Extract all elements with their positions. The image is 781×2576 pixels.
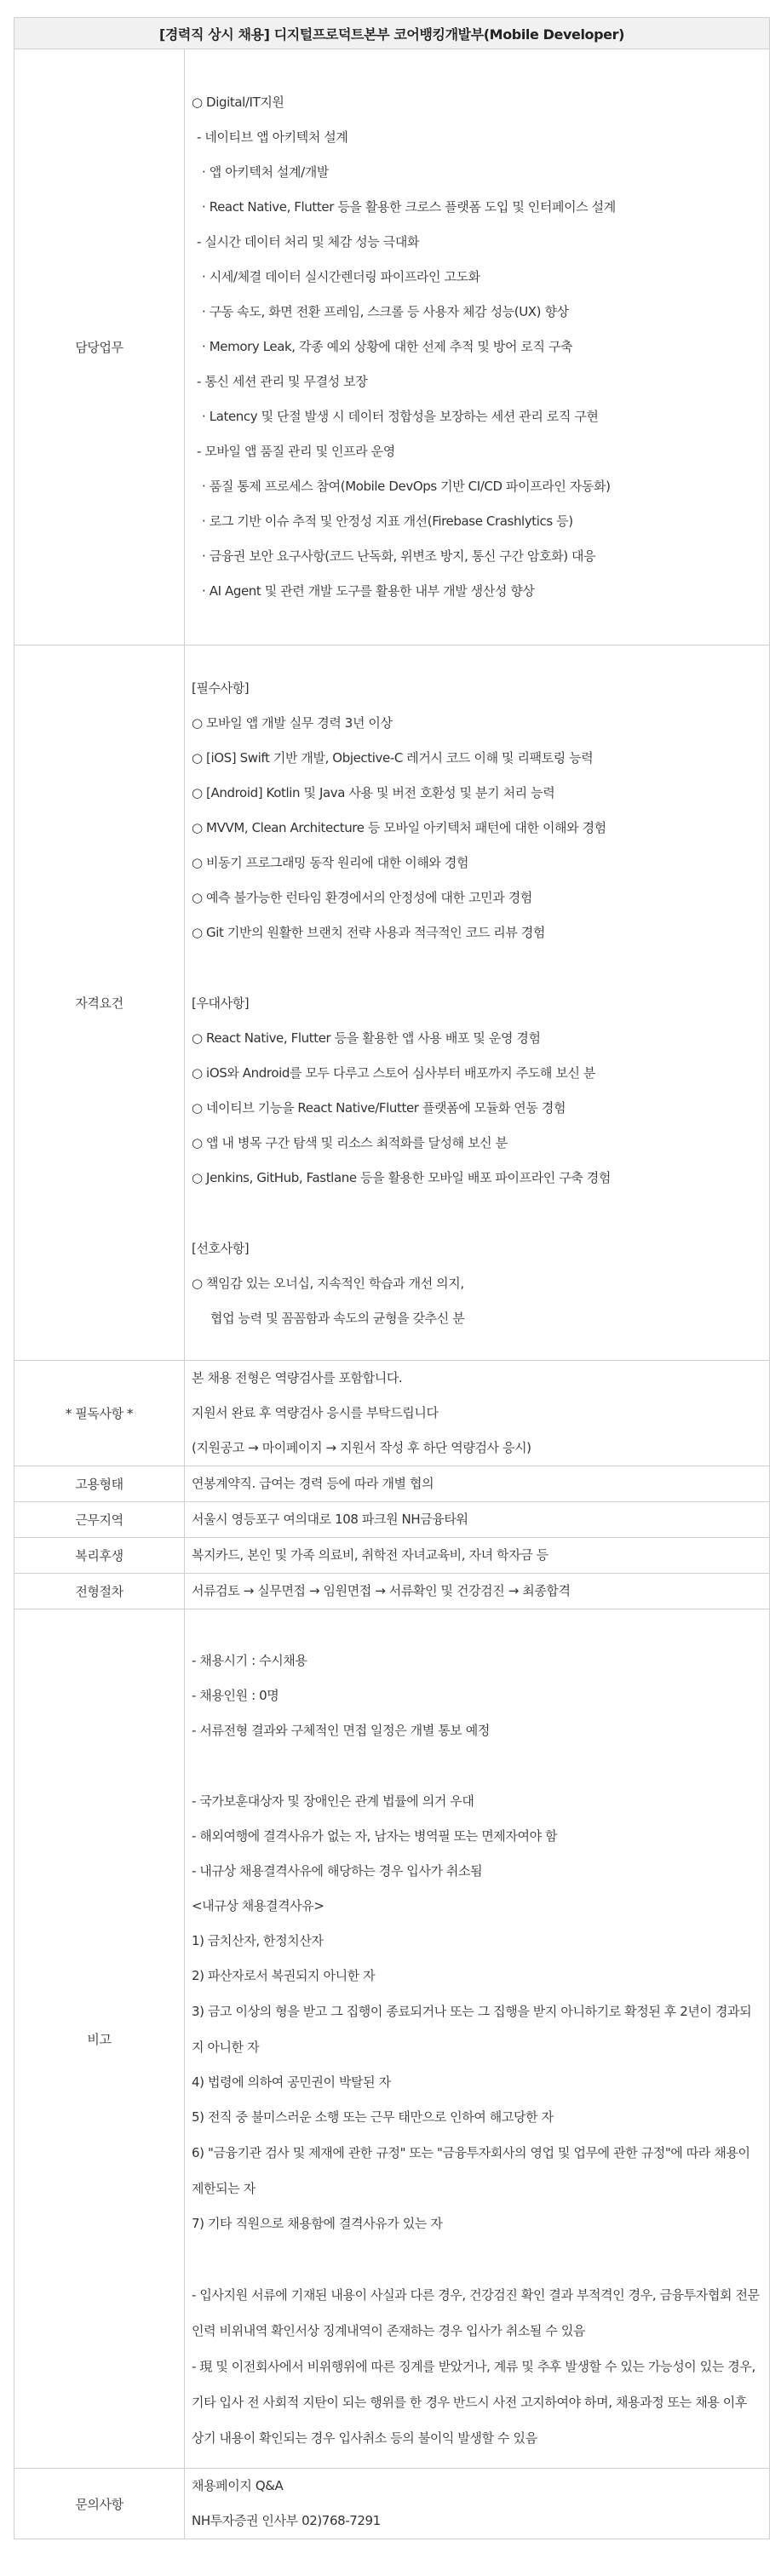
remarks-row — [14, 1609, 770, 2469]
notice-content — [185, 1361, 770, 1466]
duty-line: - 네이티브 앱 아키텍처 설계 — [197, 129, 348, 145]
process-label: 전형절차 — [14, 1574, 185, 1609]
remark-line: 2) 파산자로서 복권되지 아니한 자 — [192, 1968, 376, 1983]
duty-line: · 구동 속도, 화면 전환 프레임, 스크롤 등 사용자 체감 성능(UX) 향상 — [202, 304, 569, 319]
preferred-personality-item: 협업 능력 및 꼼꼼함과 속도의 균형을 갖추신 분 — [210, 1311, 465, 1326]
qualifications-row — [14, 645, 770, 1361]
remark-line: 7) 기타 직원으로 채용함에 결격사유가 있는 자 — [192, 2216, 443, 2231]
duty-line: · 로그 기반 이슈 추적 및 안정성 지표 개선(Firebase Crashlytics 등) — [202, 513, 573, 529]
remark-line: - 채용인원 : 0명 — [192, 1688, 279, 1703]
preferred-item: ○ 앱 내 병목 구간 탐색 및 리소스 최적화를 달성해 보신 분 — [192, 1135, 508, 1150]
preferred-item: ○ React Native, Flutter 등을 활용한 앱 사용 배포 및 운영 경험 — [192, 1030, 541, 1046]
notice-line: 지원서 완료 후 역량검사 응시를 부탁드립니다 — [192, 1405, 439, 1420]
duty-line: · 앱 아키텍처 설계/개발 — [202, 164, 329, 180]
qualifications-content — [185, 645, 770, 1361]
remarks-content — [185, 1609, 770, 2469]
benefits-label: 복리후생 — [14, 1538, 185, 1574]
preferred-item: ○ Jenkins, GitHub, Fastlane 등을 활용한 모바일 배포 파이프라인 구축 경험 — [192, 1170, 611, 1185]
duty-line: · 품질 통제 프로세스 참여(Mobile DevOps 기반 CI/CD 파이프라인 자동화) — [202, 479, 611, 494]
contact-label: 문의사항 — [14, 2469, 185, 2539]
remark-line: <내규상 채용결격사유> — [192, 1898, 324, 1913]
qualifications-label: 자격요건 — [14, 645, 185, 1361]
contact-line: 채용페이지 Q&A — [192, 2478, 284, 2493]
required-header: [필수사항] — [192, 680, 250, 696]
duty-line: · Latency 및 단절 발생 시 데이터 정합성을 보장하는 세션 관리 로직 구현 — [202, 409, 599, 424]
duty-line: · 시세/체결 데이터 실시간렌더링 파이프라인 고도화 — [202, 269, 480, 284]
required-item: ○ Git 기반의 원활한 브랜치 전략 사용과 적극적인 코드 리뷰 경험 — [192, 925, 546, 940]
required-item: ○ [iOS] Swift 기반 개발, Objective-C 레거시 코드 이해 및 리팩토링 능력 — [192, 750, 594, 766]
location-value: 서울시 영등포구 여의대로 108 파크원 NH금융타워 — [192, 1512, 468, 1527]
required-item: ○ 모바일 앱 개발 실무 경력 3년 이상 — [192, 715, 393, 731]
duties-row — [14, 49, 770, 645]
required-item: ○ [Android] Kotlin 및 Java 사용 및 버전 호환성 및 분기 처리 능력 — [192, 785, 555, 800]
location-row — [14, 1502, 770, 1538]
remark-line: 4) 법령에 의하여 공민권이 박탈된 자 — [192, 2074, 391, 2090]
remark-line: - 채용시기 : 수시채용 — [192, 1653, 307, 1668]
required-item: ○ MVVM, Clean Architecture 등 모바일 아키텍처 패턴에 대한 이해와 경험 — [192, 820, 606, 835]
remark-line: - 입사지원 서류에 기재된 내용이 사실과 다른 경우, 건강검진 확인 결과 부적격인 경우, 금융투자협회 전문인력 비위내역 확인서상 징계내역이 존재하는 경우 입사가 취소될 수 있음 — [192, 2287, 760, 2338]
remark-line: - 現 및 이전회사에서 비위행위에 따른 징계를 받았거나, 계류 및 추후 발생할 수 있는 가능성이 있는 경우, 기타 입사 전 사회적 지탄이 되는 행위를 한 경우 반드시 사전 고지하여야 하며, 채용과정 또는 채용 이후 상기 내용이 확인되는 경우 입사취소 등의 불이익 발생할 수 있음 — [192, 2359, 755, 2446]
notice-line: 본 채용 전형은 역량검사를 포함합니다. — [192, 1370, 403, 1386]
remark-line: - 해외여행에 결격사유가 없는 자, 남자는 병역필 또는 면제자여야 함 — [192, 1828, 558, 1844]
location-label: 근무지역 — [14, 1502, 185, 1538]
contact-line: NH투자증권 인사부 02)768-7291 — [192, 2513, 381, 2528]
process-value: 서류검토 → 실무면접 → 임원면접 → 서류확인 및 건강검진 → 최종합격 — [192, 1583, 571, 1598]
process-row — [14, 1574, 770, 1609]
duty-line: - 실시간 데이터 처리 및 체감 성능 극대화 — [197, 234, 420, 250]
contact-content — [185, 2469, 770, 2539]
duties-label: 담당업무 — [14, 49, 185, 645]
remark-line: 3) 금고 이상의 형을 받고 그 집행이 종료되거나 또는 그 집행을 받지 아니하기로 확정된 후 2년이 경과되지 아니한 자 — [192, 2004, 752, 2055]
job-posting-table — [14, 17, 770, 2539]
preferred-personality-item: ○ 책임감 있는 오너십, 지속적인 학습과 개선 의지, — [192, 1276, 464, 1291]
remark-line: - 국가보훈대상자 및 장애인은 관계 법률에 의거 우대 — [192, 1793, 474, 1809]
posting-title: [경력직 상시 채용] 디지털프로덕트본부 코어뱅킹개발부(Mobile Developer) — [14, 18, 770, 49]
duty-line: · React Native, Flutter 등을 활용한 크로스 플랫폼 도입 및 인터페이스 설계 — [202, 199, 616, 215]
remark-line: - 서류전형 결과와 구체적인 면접 일정은 개별 통보 예정 — [192, 1723, 490, 1738]
employment-type-label: 고용형태 — [14, 1466, 185, 1502]
notice-line: (지원공고 → 마이페이지 → 지원서 작성 후 하단 역량검사 응시) — [192, 1440, 531, 1455]
benefits-value: 복지카드, 본인 및 가족 의료비, 취학전 자녀교육비, 자녀 학자금 등 — [192, 1547, 548, 1563]
preferred-item: ○ iOS와 Android를 모두 다루고 스토어 심사부터 배포까지 주도해 보신 분 — [192, 1065, 596, 1081]
duty-line: ○ Digital/IT지원 — [192, 95, 284, 110]
notice-row — [14, 1361, 770, 1466]
duty-line: · Memory Leak, 각종 예외 상황에 대한 선제 추적 및 방어 로직 구축 — [202, 339, 573, 354]
remark-line: 1) 금치산자, 한정치산자 — [192, 1933, 324, 1948]
duty-line: - 모바일 앱 품질 관리 및 인프라 운영 — [197, 444, 395, 459]
preferred-item: ○ 네이티브 기능을 React Native/Flutter 플랫폼에 모듈화 연동 경험 — [192, 1100, 566, 1116]
notice-label: * 필독사항 * — [14, 1361, 185, 1466]
remark-line: 5) 전직 중 불미스러운 소행 또는 근무 태만으로 인하여 해고당한 자 — [192, 2109, 554, 2125]
title-row — [14, 18, 770, 49]
remark-line: - 내규상 채용결격사유에 해당하는 경우 입사가 취소됨 — [192, 1863, 483, 1879]
duty-line: · 금융권 보안 요구사항(코드 난독화, 위변조 방지, 통신 구간 암호화) 대응 — [202, 548, 596, 564]
required-item: ○ 비동기 프로그래밍 동작 원리에 대한 이해와 경험 — [192, 855, 469, 870]
preferred-personality-header: [선호사항] — [192, 1241, 250, 1256]
duties-content — [185, 49, 770, 645]
contact-row — [14, 2469, 770, 2539]
duty-line: · AI Agent 및 관련 개발 도구를 활용한 내부 개발 생산성 향상 — [202, 583, 535, 599]
preferred-header: [우대사항] — [192, 995, 250, 1011]
employment-type-value: 연봉계약직. 급여는 경력 등에 따라 개별 협의 — [192, 1476, 434, 1491]
required-item: ○ 예측 불가능한 런타임 환경에서의 안정성에 대한 고민과 경험 — [192, 890, 532, 905]
remarks-label: 비고 — [14, 1609, 185, 2469]
remark-line: 6) "금융기관 검사 및 제재에 관한 규정" 또는 "금융투자회사의 영업 및 업무에 관한 규정"에 따라 채용이 제한되는 자 — [192, 2145, 750, 2196]
duty-line: - 통신 세션 관리 및 무결성 보장 — [197, 374, 368, 389]
benefits-row — [14, 1538, 770, 1574]
employment-type-row — [14, 1466, 770, 1502]
